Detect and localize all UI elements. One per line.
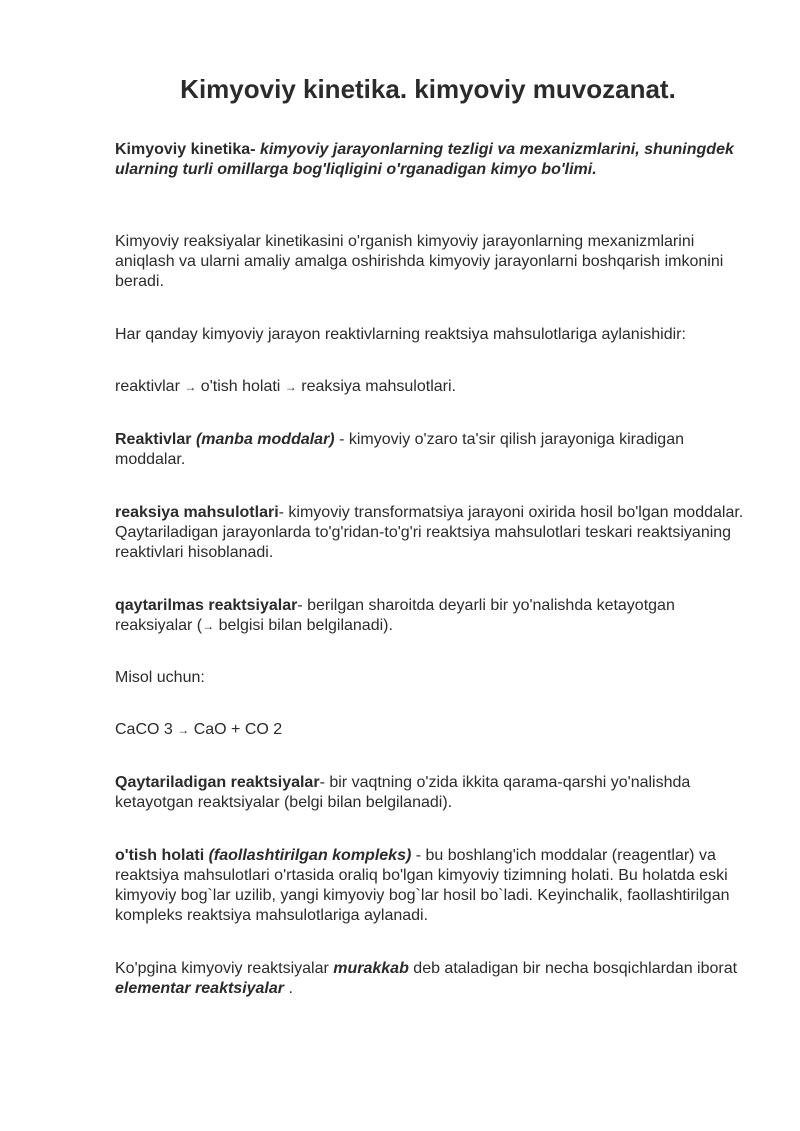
reaction-scheme: reaktivlar → o'tish holati → reaksiya mahsulotlari. [115, 378, 456, 395]
definition-reaktivlar: Reaktivlar (manba moddalar) - kimyoviy o'zaro ta'sir qilish jarayoniga kiradigan moddalar. [115, 431, 684, 468]
term-kinetika: Kimyoviy kinetika- [115, 141, 256, 158]
arrow-icon: → [284, 380, 297, 394]
definition-kinetika [115, 140, 755, 180]
page-title: Kimyoviy kinetika. kimyoviy muvozanat. [180, 74, 676, 104]
term-murakkab: murakkab [333, 960, 409, 977]
term-reaktivlar-italic: (manba moddalar) [191, 431, 335, 448]
definition-mahsulotlari: reaksiya mahsulotlari- kimyoviy transformatsiya jarayoni oxirida hosil bo'lgan moddalar. Qaytariladigan jarayonlarda to'g'ridan-to'g'ri reaktsiya mahsulotlari teskari reaktsiyaning reaktivlari hisoblanadi. [115, 504, 744, 561]
term-qaytarilmas: qaytarilmas reaktsiyalar [115, 597, 298, 614]
term-mahsulotlari: reaksiya mahsulotlari [115, 504, 279, 521]
term-otish-holati: o'tish holati [115, 847, 205, 864]
definition-qaytariladigan: Qaytariladigan reaktsiyalar- bir vaqtning o'zida ikkita qarama-qarshi yo'nalishda ketayotgan reaktsiyalar (belgi bilan belgilanadi). [115, 774, 691, 811]
paragraph-elementar: Ko'pgina kimyoviy reaktsiyalar murakkab deb ataladigan bir necha bosqichlardan iborat elementar reaktsiyalar . [115, 960, 738, 997]
definition-qaytarilmas: qaytarilmas reaktsiyalar- berilgan sharoitda deyarli bir yo'nalishda ketayotgan reaksiyalar (→ belgisi bilan belgilanadi). [115, 597, 675, 634]
term-qaytariladigan: Qaytariladigan reaktsiyalar [115, 774, 320, 791]
definition-text: kimyoviy jarayonlarning tezligi va mexanizmlarini, shuningdek ularning turli omillarga bog'liqligini o'rganadigan kimyo bo'limi. [115, 141, 734, 178]
paragraph-example: Misol uchun: [115, 669, 205, 686]
term-otish-holati-italic: (faollashtirilgan kompleks) [204, 847, 412, 864]
term-elementar: elementar reaktsiyalar [115, 980, 284, 997]
arrow-icon: → [202, 619, 215, 633]
paragraph-process: Har qanday kimyoviy jarayon reaktivlarning reaktsiya mahsulotlariga aylanishidir: [115, 326, 686, 343]
arrow-icon: → [184, 380, 197, 394]
definition-otish-holati: o'tish holati (faollashtirilgan kompleks) - bu boshlang'ich moddalar (reagentlar) va reaktsiya mahsulotlari o'rtasida oraliq bo'lgan kimyoviy tizimning holati. Bu holatda eski kimyoviy bog`lar uzilib, yangi kimyoviy bog`lar hosil bo`ladi. Keyinchalik, faollashtirilgan kompleks reaktsiya mahsulotlariga aylanadi. [115, 847, 730, 924]
reaction-equation: CaCO 3 → CaO + CO 2 [115, 721, 283, 738]
arrow-icon: → [177, 723, 190, 737]
paragraph-kinetics-study: Kimyoviy reaksiyalar kinetikasini o'rganish kimyoviy jarayonlarning mexanizmlarini aniqlash va ularni amaliy amalga oshirishda kimyoviy jarayonlarni boshqarish imkonini beradi. [115, 233, 724, 290]
term-reaktivlar: Reaktivlar [115, 431, 192, 448]
